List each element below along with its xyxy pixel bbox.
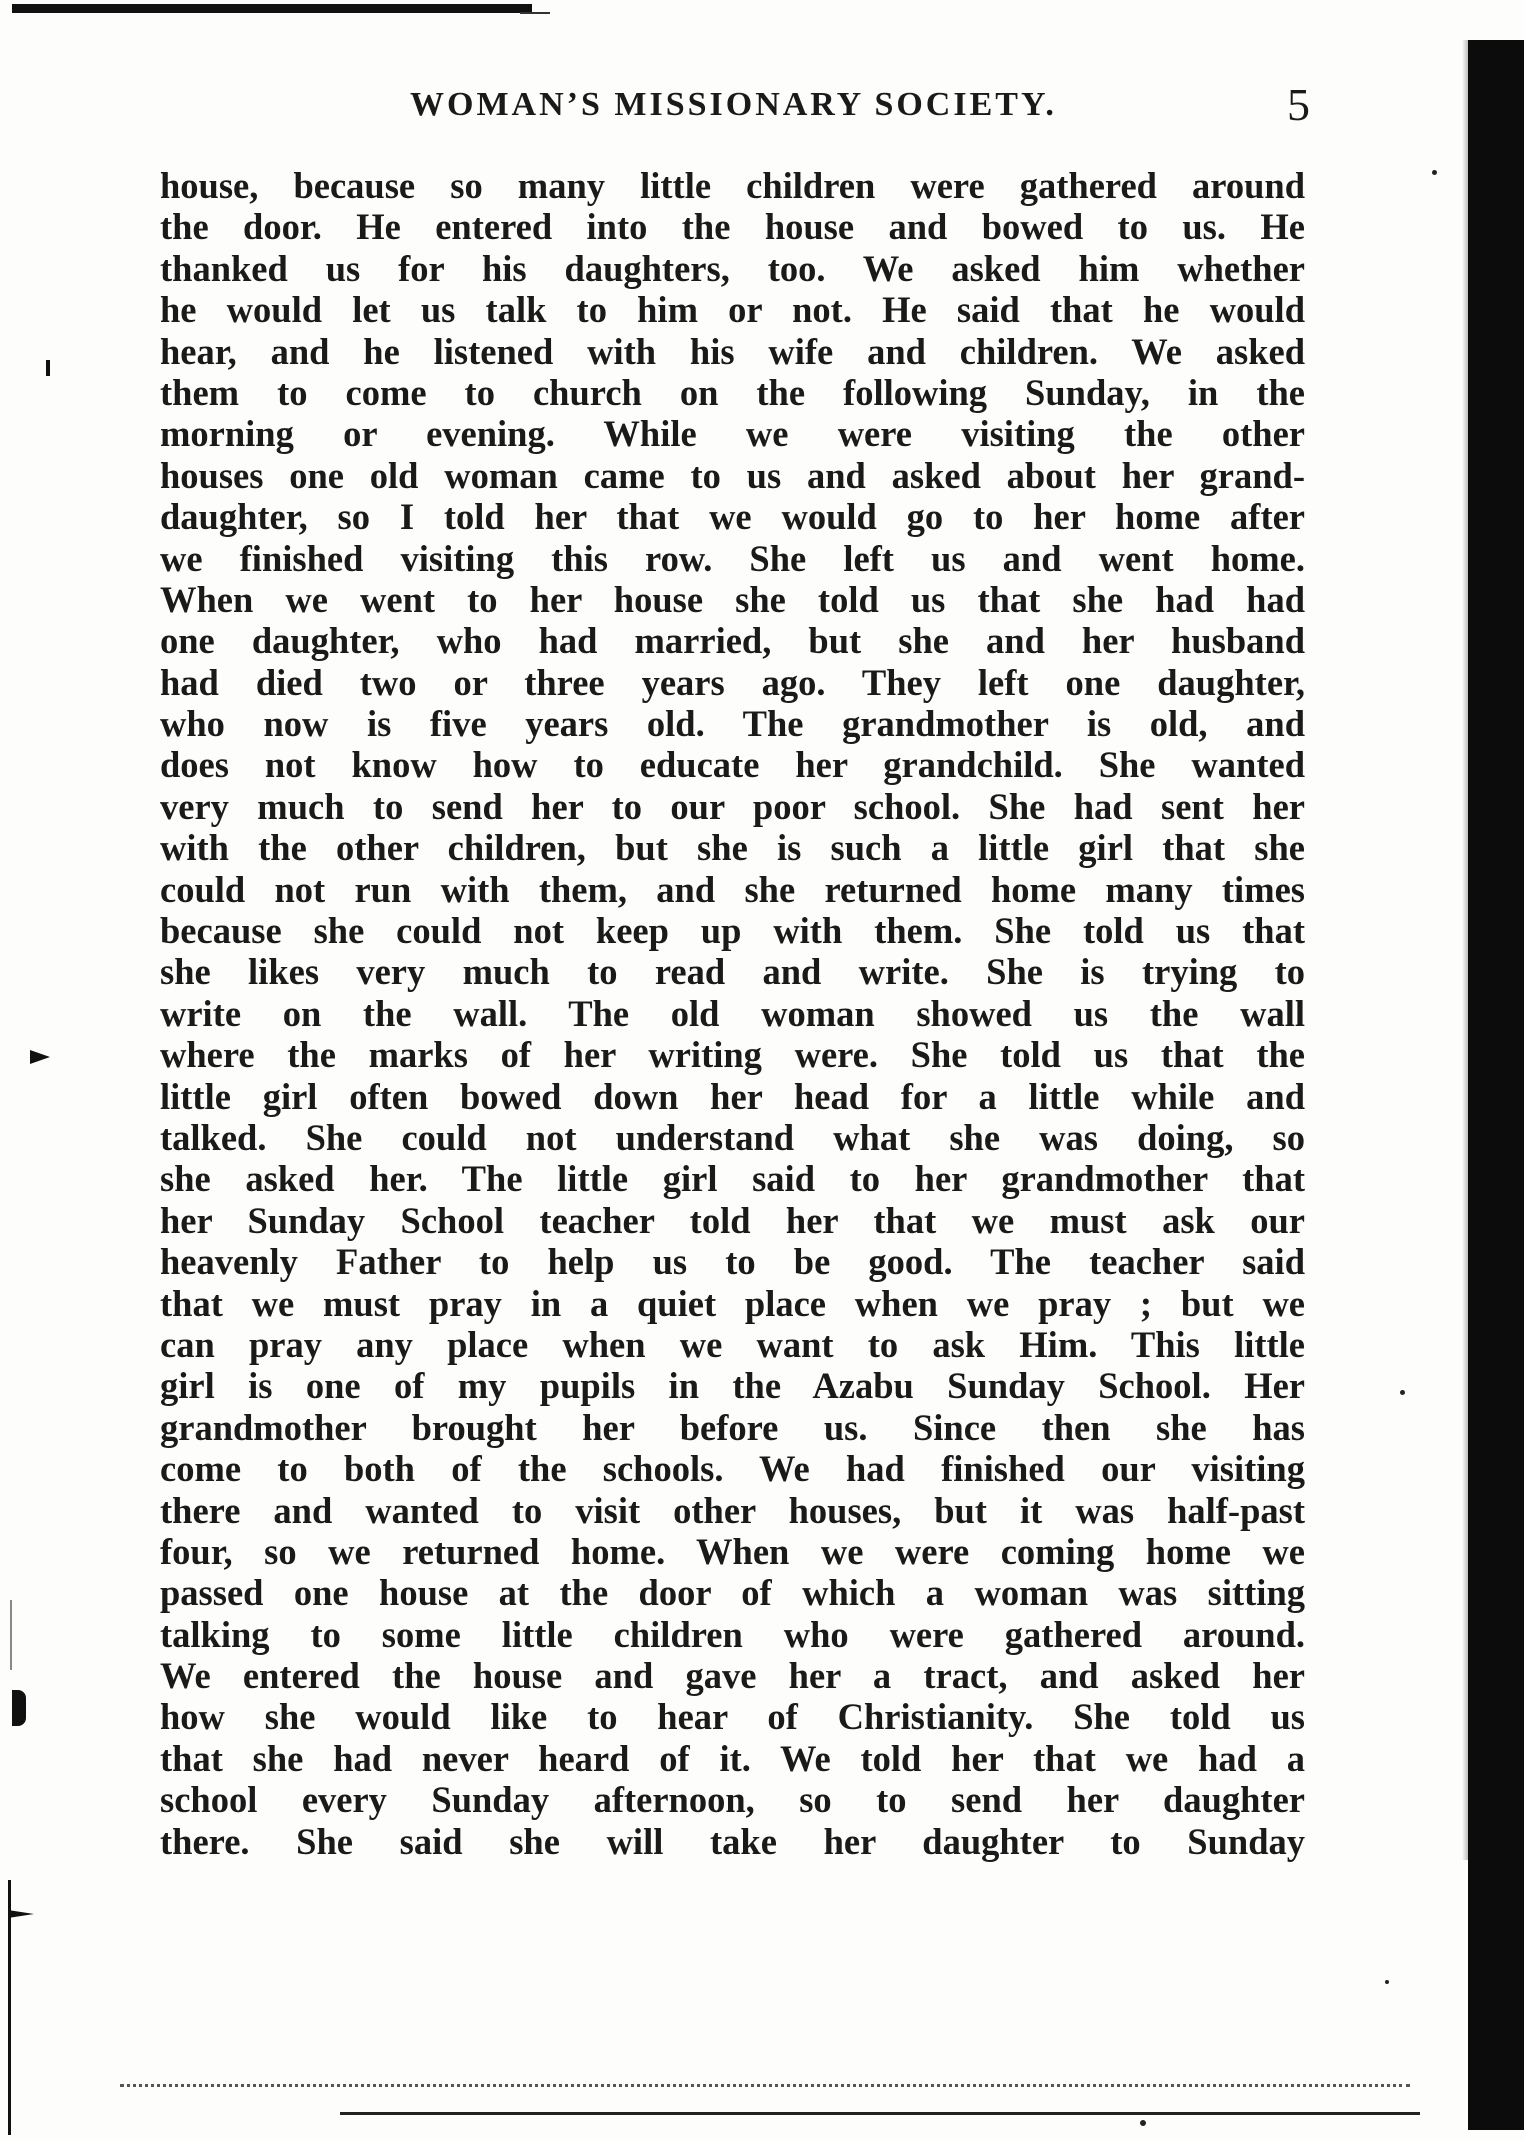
text-line: there. She said she will take her daughter to Sunday	[160, 1820, 1305, 1862]
text-line: with the other children, but she is such a little girl that she	[160, 827, 1305, 869]
text-line: she likes very much to read and write. She is trying to	[160, 951, 1305, 993]
text-line: We entered the house and gave her a tract, and asked her	[160, 1655, 1305, 1697]
text-line: them to come to church on the following Sunday, in the	[160, 371, 1305, 413]
text-line: school every Sunday afternoon, so to send her daughter	[160, 1779, 1305, 1821]
margin-mark	[10, 1600, 12, 1670]
text-line: he would let us talk to him or not. He said that he would	[160, 289, 1305, 331]
page-number: 5	[1287, 79, 1310, 130]
text-line: heavenly Father to help us to be good. The teacher said	[160, 1241, 1305, 1283]
speck	[1385, 1980, 1389, 1984]
text-line: had died two or three years ago. They left one daughter,	[160, 661, 1305, 703]
bottom-dotted-edge	[120, 2080, 1410, 2087]
text-line: very much to send her to our poor school. She had sent her	[160, 785, 1305, 827]
text-line: daughter, so I told her that we would go to her home after	[160, 496, 1305, 538]
text-line: thanked us for his daughters, too. We asked him whether	[160, 247, 1305, 289]
margin-arrow-mark	[30, 1050, 50, 1064]
text-line: that she had never heard of it. We told her that we had a	[160, 1737, 1305, 1779]
binding-bar	[1468, 40, 1524, 2130]
body-text	[160, 165, 1305, 1862]
text-line: grandmother brought her before us. Since then she has	[160, 1406, 1305, 1448]
text-line: where the marks of her writing were. She told us that the	[160, 1034, 1305, 1076]
text-line: her Sunday School teacher told her that we must ask our	[160, 1199, 1305, 1241]
top-rule	[12, 4, 532, 13]
text-line: one daughter, who had married, but she and her husband	[160, 620, 1305, 662]
text-line: there and wanted to visit other houses, but it was half-past	[160, 1489, 1305, 1531]
text-line: morning or evening. While we were visiting the other	[160, 413, 1305, 455]
margin-mark	[12, 1690, 26, 1726]
text-line: could not run with them, and she returned home many times	[160, 868, 1305, 910]
margin-mark	[46, 360, 50, 376]
margin-edge-line	[8, 1880, 11, 2135]
text-line: talking to some little children who were gathered around.	[160, 1613, 1305, 1655]
text-line: come to both of the schools. We had finished our visiting	[160, 1448, 1305, 1490]
running-title: WOMAN’S MISSIONARY SOCIETY.	[410, 86, 1057, 123]
speck	[1432, 170, 1437, 175]
top-rule-tail	[520, 12, 550, 14]
text-line: because she could not keep up with them. She told us that	[160, 910, 1305, 952]
text-line: who now is five years old. The grandmother is old, and	[160, 703, 1305, 745]
text-line: house, because so many little children were gathered around	[160, 165, 1305, 206]
speck	[1400, 1390, 1405, 1395]
text-line: When we went to her house she told us that she had had	[160, 578, 1305, 620]
text-line: four, so we returned home. When we were coming home we	[160, 1530, 1305, 1572]
text-line: that we must pray in a quiet place when we pray ; but we	[160, 1282, 1305, 1324]
speck	[1140, 2120, 1146, 2126]
text-line: talked. She could not understand what she was doing, so	[160, 1116, 1305, 1158]
text-line: can pray any place when we want to ask Him. This little	[160, 1323, 1305, 1365]
text-line: girl is one of my pupils in the Azabu Sunday School. Her	[160, 1365, 1305, 1407]
text-line: the door. He entered into the house and bowed to us. He	[160, 206, 1305, 248]
running-head	[160, 78, 1310, 138]
text-line: she asked her. The little girl said to her grandmother that	[160, 1158, 1305, 1200]
text-line: does not know how to educate her grandchild. She wanted	[160, 744, 1305, 786]
text-line: little girl often bowed down her head for a little while and	[160, 1075, 1305, 1117]
text-line: passed one house at the door of which a woman was sitting	[160, 1572, 1305, 1614]
text-line: we finished visiting this row. She left us and went home.	[160, 537, 1305, 579]
text-line: write on the wall. The old woman showed us the wall	[160, 992, 1305, 1034]
text-line: how she would like to hear of Christianity. She told us	[160, 1696, 1305, 1738]
text-line: houses one old woman came to us and asked about her grand-	[160, 454, 1305, 496]
margin-arrow-mark	[8, 1910, 34, 1918]
text-line: hear, and he listened with his wife and children. We asked	[160, 330, 1305, 372]
bottom-rule	[340, 2112, 1420, 2115]
